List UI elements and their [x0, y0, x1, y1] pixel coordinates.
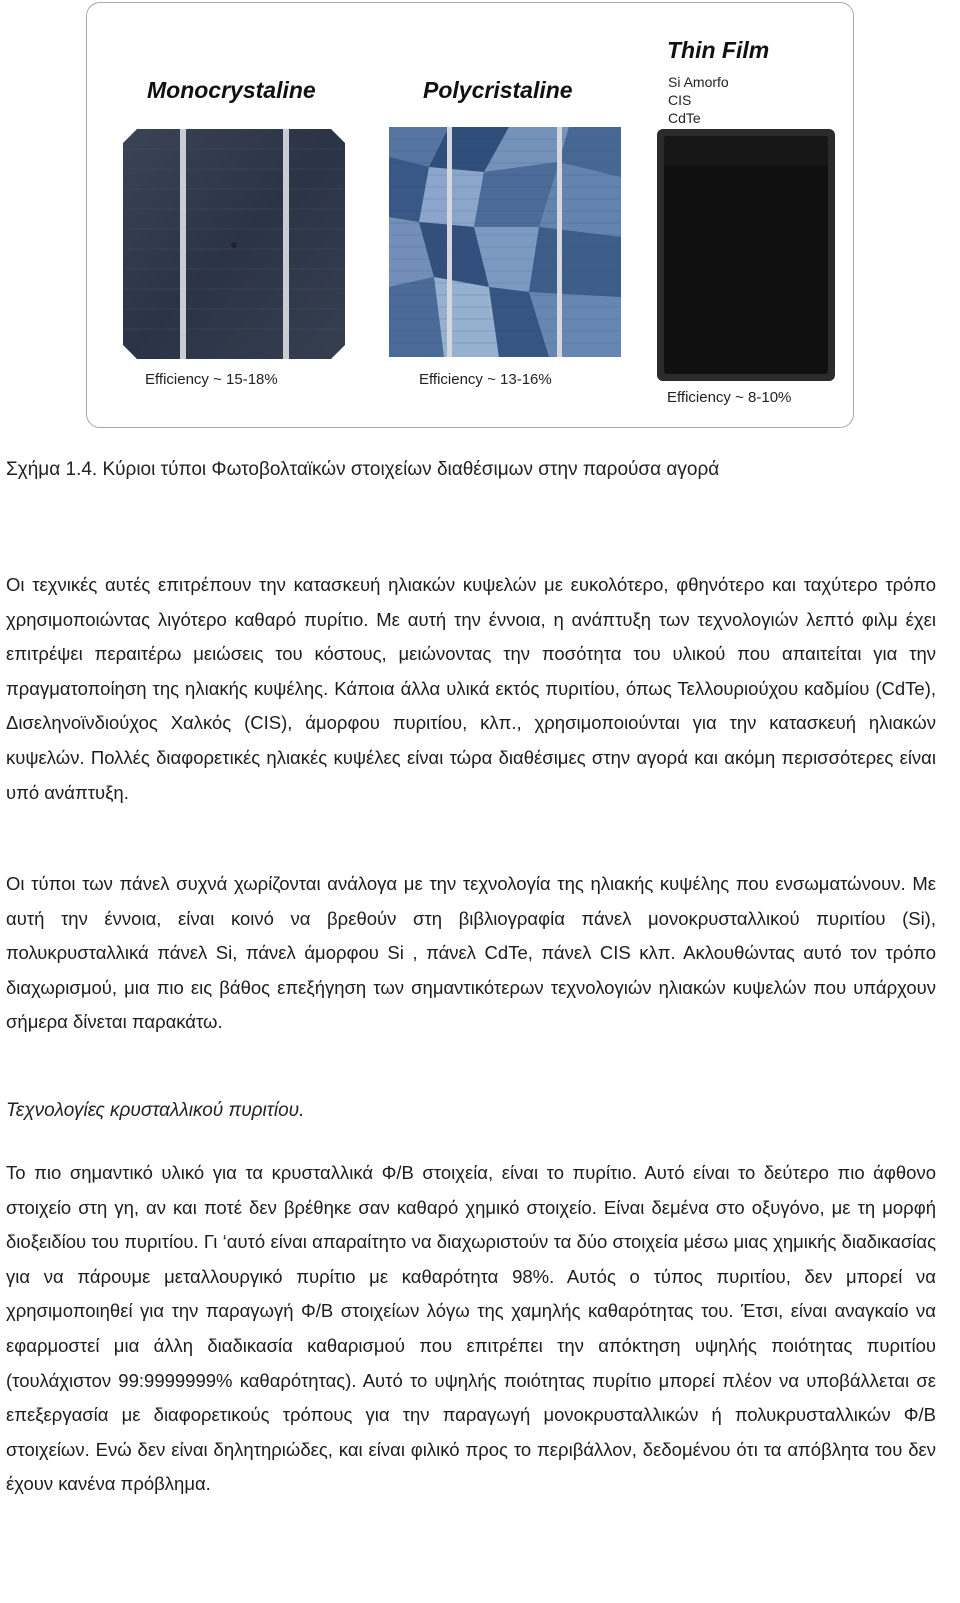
- figure-caption: Σχήμα 1.4. Κύριοι τύποι Φωτοβολταϊκών στοιχείων διαθέσιμων στην παρούσα αγορά: [6, 459, 720, 480]
- monocrystalline-cell-image: [123, 129, 345, 359]
- poly-efficiency: Efficiency ~ 13-16%: [419, 371, 552, 388]
- thin-film-efficiency: Efficiency ~ 8-10%: [667, 389, 792, 406]
- paragraph-crystalline-silicon: Το πιο σημαντικό υλικό για τα κρυσταλλικά Φ/Β στοιχεία, είναι το πυρίτιο. Αυτό είναι το δεύτερο πιο άφθονο στοιχείο στη γη, αν και ποτέ δεν βρέθηκε σαν καθαρό χημικό στοιχείο. Είναι δεμένα στο οξυγόνο, με τη μορφή διοξειδίου του πυριτίου. Γι ‘αυτό είναι απαραίτητο να διαχωριστούν τα δύο στοιχεία μέσω μιας χημικής διαδικασίας για να πάρουμε μεταλλουργικό πυρίτιο με καθαρότητα 98%. Αυτός ο τύπος πυριτίου, δεν μπορεί να χρησιμοποιηθεί για την παραγωγή Φ/Β στοιχείων λόγω της χαμηλής καθαρότητας του. Έτσι, είναι αναγκαίο να εφαρμοστεί μια άλλη διαδικασία καθαρισμού που επιτρέπει την απόκτηση υψηλής ποιότητας πυριτίου (τουλάχιστον 99:9999999% καθαρότητας). Αυτό το υψηλής ποιότητας πυρίτιο μπορεί πλέον να υποβάλλεται σε επεξεργασία με διαφορετικούς τρόπους για την παραγωγή μονοκρυσταλλικών ή πολυκρυσταλλικών Φ/Β στοιχείων. Ενώ δεν είναι δηλητηριώδες, και είναι φιλικό προς το περιβάλλον, δεδομένου ότι τα απόβλητα του δεν έχουν κανένα πρόβλημα.: [6, 1162, 936, 1495]
- thin-film-title: Thin Film: [667, 37, 770, 63]
- mono-title: Monocrystaline: [147, 77, 316, 103]
- mono-efficiency: Efficiency ~ 15-18%: [145, 371, 278, 388]
- paragraph-panel-types: Οι τύποι των πάνελ συχνά χωρίζονται ανάλογα με την τεχνολογία της ηλιακής κυψέλης που ενσωματώνουν. Με αυτή την έννοια, είναι κοινό να βρεθούν στη βιβλιογραφία πάνελ μονοκρυσταλλικού πυριτίου (Si), πολυκρυσταλλικά πάνελ Si, πάνελ άμορφου Si , πάνελ CdTe, πάνελ CIS κλπ. Ακλουθώντας αυτό τον τρόπο διαχωρισμού, μια πιο εις βάθος επεξήγηση των σημαντικότερων τεχνολογιών ηλιακών κυψελών που υπάρχουν σήμερα δίνεται παρακάτω.: [6, 873, 936, 1033]
- section-heading: Τεχνολογίες κρυσταλλικού πυριτίου.: [6, 1100, 305, 1121]
- thin-film-subtype: CIS: [668, 92, 692, 108]
- polycrystalline-cell-image: [389, 127, 621, 357]
- thin-film-subtype: Si Amorfo: [668, 74, 729, 90]
- poly-title: Polycristaline: [423, 77, 573, 103]
- solar-cell-figure: [86, 2, 854, 428]
- thin-film-cell-image: [657, 129, 835, 381]
- thin-film-subtype: CdTe: [668, 110, 701, 126]
- paragraph-thin-film-tech: Οι τεχνικές αυτές επιτρέπουν την κατασκευή ηλιακών κυψελών με ευκολότερο, φθηνότερο και ταχύτερο τρόπο χρησιμοποιώντας λιγότερο καθαρό πυρίτιο. Με αυτή την έννοια, η ανάπτυξη των τεχνολογιών λεπτό φιλμ έχει επιτρέψει περαιτέρω μειώσεις του κόστους, μειώνοντας την ποσότητα του υλικού που απαιτείται για την πραγματοποίηση της ηλιακής κυψέλης. Κάποια άλλα υλικά εκτός πυριτίου, όπως Τελλουριούχου καδμίου (CdTe), Δισεληνοϊνδιούχος Χαλκός (CIS), άμορφου πυριτίου, κλπ., χρησιμοποιούνται για την κατασκευή ηλιακών κυψελών. Πολλές διαφορετικές ηλιακές κυψέλες είναι τώρα διαθέσιμες στην αγορά και ακόμη περισσότερες είναι υπό ανάπτυξη.: [6, 574, 936, 803]
